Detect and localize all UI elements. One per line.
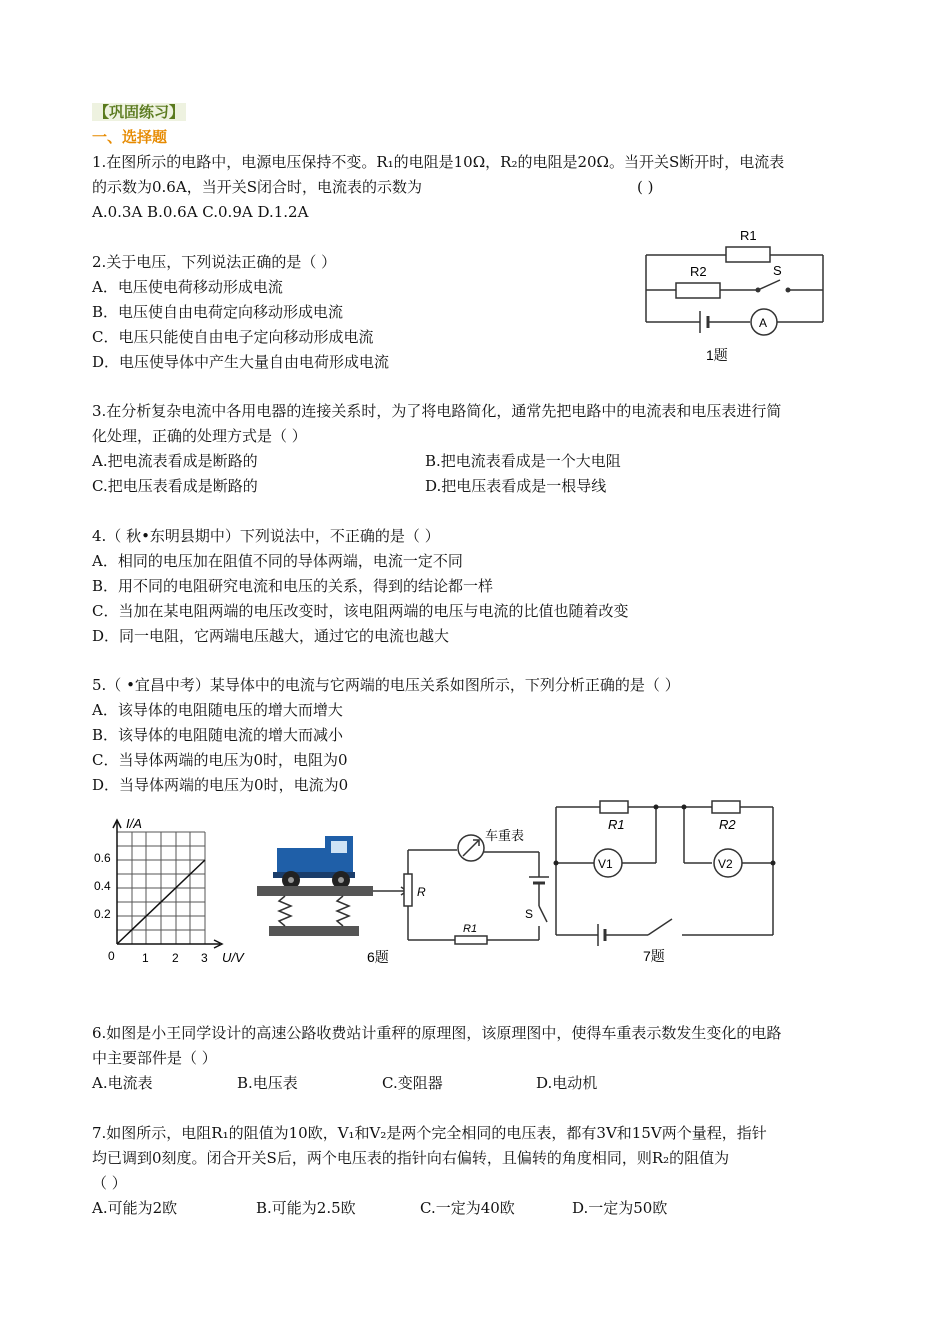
graph-xtick-2: 2 [172,951,179,965]
q3-line2: 化处理，正确的处理方式是（ ） [92,427,307,445]
fig7-v1-label: V1 [598,857,613,871]
q2-option-b: B．电压使自由电荷定向移动形成电流 [92,303,344,321]
q6-weighbridge-figure [255,822,555,972]
q6-option-b: B.电压表 [237,1074,298,1092]
q3-option-b: B.把电流表看成是一个大电阻 [425,452,621,470]
graph-xtick-1: 1 [142,951,149,965]
graph-ytick-0.6: 0.6 [94,851,111,865]
graph-xtick-3: 3 [201,951,208,965]
q5-option-c: C．当导体两端的电压为0时，电阻为0 [92,751,348,769]
q5-option-b: B．该导体的电阻随电流的增大而减小 [92,726,344,744]
fig7-caption: 7题 [643,948,665,964]
q6-option-a: A.电流表 [92,1074,153,1092]
q5-option-d: D．当导体两端的电压为0时，电流为0 [92,776,349,794]
q2-stem: 2.关于电压，下列说法正确的是（ ） [92,253,337,271]
q3-line1: 3.在分析复杂电流中各用电器的连接关系时，为了将电路简化，通常先把电路中的电流表和电压表进行简 [92,402,782,420]
q2-option-c: C．电压只能使自由电子定向移动形成电流 [92,328,374,346]
q7-option-c: C.一定为40欧 [420,1199,515,1217]
fig6-caption: 6题 [367,949,389,965]
q1-line1: 1.在图所示的电路中，电源电压保持不变。R₁的电阻是10Ω，R₂的电阻是20Ω。当开关S断开时，电流表 [92,153,785,171]
graph-ytick-0.4: 0.4 [94,879,111,893]
q2-option-d: D．电压使导体中产生大量自由电荷形成电流 [92,353,390,371]
fig6-meter-label: 车重表 [485,828,525,843]
q5-iu-graph [88,812,263,972]
fig1-r2-label: R2 [690,264,707,279]
q4-option-d: D．同一电阻，它两端电压越大，通过它的电流也越大 [92,627,450,645]
fig7-r2-label: R2 [719,817,736,832]
section-header: 【巩固练习】 [94,103,185,121]
q7-line1: 7.如图所示，电阻R₁的阻值为10欧，V₁和V₂是两个完全相同的电压表，都有3V和15V两个量程，指针 [92,1124,767,1142]
q2-option-a: A．电压使电荷移动形成电流 [92,278,283,296]
fig1-caption: 1题 [706,347,728,363]
fig1-r1-label: R1 [740,228,757,243]
q1-circuit-figure [640,220,835,365]
q4-option-b: B．用不同的电阻研究电流和电压的关系，得到的结论都一样 [92,577,494,595]
fig7-r1-label: R1 [608,817,625,832]
fig6-r1-label: R1 [463,923,478,935]
q4-option-c: C．当加在某电阻两端的电压改变时，该电阻两端的电压与电流的比值也随着改变 [92,602,629,620]
q1-line2: 的示数为0.6A，当开关S闭合时，电流表的示数为 [92,178,422,196]
q7-option-d: D.一定为50欧 [572,1199,668,1217]
q7-line3: （ ） [92,1174,127,1192]
q3-option-a: A.把电流表看成是断路的 [92,452,258,470]
truck-icon [273,836,355,889]
q7-line2: 均已调到0刻度。闭合开关S后，两个电压表的指针向右偏转，且偏转的角度相同，则R₂的阻值为 [92,1149,730,1167]
fig6-switch-label: S [525,907,534,921]
q7-option-a: A.可能为2欧 [92,1199,178,1217]
graph-ytick-0.2: 0.2 [94,907,111,921]
fig1-ammeter-label: A [759,316,768,330]
q1-answer-paren: ( ) [637,178,654,196]
q4-stem: 4.（ 秋•东明县期中）下列说法中，不正确的是（ ） [92,527,440,545]
q6-line1: 6.如图是小王同学设计的高速公路收费站计重秤的原理图，该原理图中，使得车重表示数发生变化的电路 [92,1024,782,1042]
q5-option-a: A．该导体的电阻随电压的增大而增大 [92,701,343,719]
q3-option-d: D.把电压表看成是一根导线 [425,477,607,495]
q6-line2: 中主要部件是（ ） [92,1049,217,1067]
subsection-header: 一、选择题 [92,128,168,146]
q4-option-a: A．相同的电压加在阻值不同的导体两端，电流一定不同 [92,552,463,570]
graph-xtick-0: 0 [108,949,115,963]
q7-circuit-figure [548,797,788,969]
fig6-r-label: R [417,885,426,899]
graph-xlabel: U/V [222,950,244,965]
q5-stem: 5.（ •宜昌中考）某导体中的电流与它两端的电压关系如图所示，下列分析正确的是（ ） [92,676,680,694]
q1-options: A.0.3A B.0.6A C.0.9A D.1.2A [92,203,309,221]
graph-ylabel: I/A [126,816,142,831]
q6-option-d: D.电动机 [536,1074,598,1092]
q7-option-b: B.可能为2.5欧 [256,1199,356,1217]
fig7-v2-label: V2 [718,857,733,871]
q3-option-c: C.把电压表看成是断路的 [92,477,258,495]
fig1-switch-label: S [773,263,782,278]
q6-option-c: C.变阻器 [382,1074,443,1092]
